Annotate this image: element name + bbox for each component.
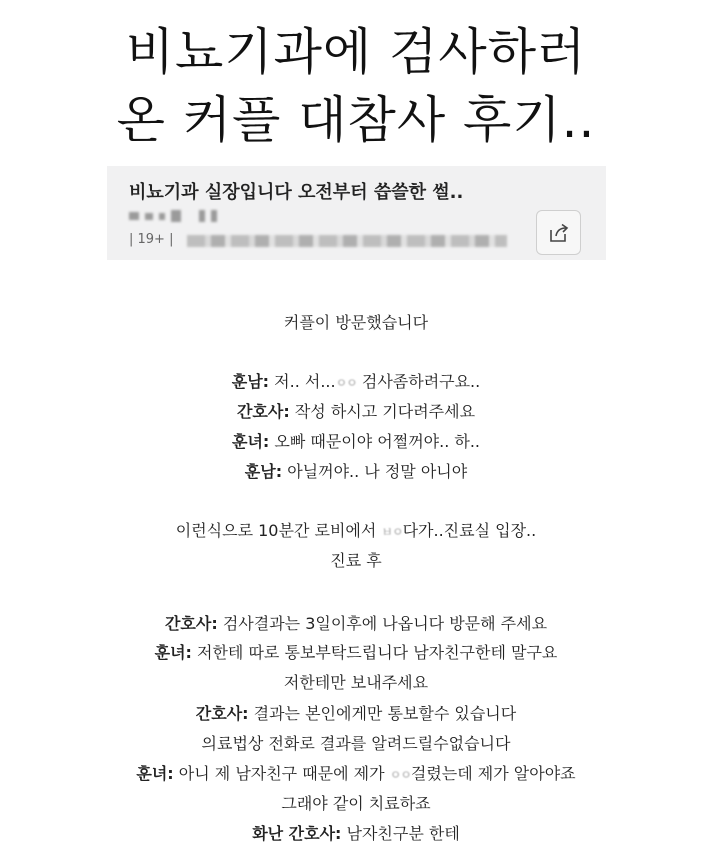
dialogue-line [0, 611, 712, 634]
line-text: 아닐꺼야.. 나 정말 아니야 [282, 462, 468, 481]
dialogue-line [0, 429, 712, 452]
post-title[interactable]: 비뇨기과 실장입니다 오전부터 씁쓸한 썰.. [129, 182, 464, 203]
headline-line-2: 온 커플 대참사 후기.. [116, 91, 596, 149]
censored-text: ㅇㅇ [389, 768, 411, 782]
speaker: 훈남: [244, 462, 283, 481]
line-text: 다가..진료실 입장.. [402, 521, 537, 540]
line-text: 오빠 때문이야 어쩔꺼야.. 하.. [269, 432, 481, 451]
speaker: 화난 간호사: [252, 824, 342, 843]
blurred-meta [187, 235, 507, 247]
line-text: 걸렸는데 제가 알아야죠 [410, 764, 576, 783]
line-text: 작성 하시고 기다려주세요 [289, 402, 476, 421]
headline-line-1: 비뇨기과에 검사하러 [125, 23, 587, 81]
censored-text: ㅇㅇ [335, 376, 357, 390]
post-card[interactable] [107, 166, 606, 260]
line-text: 이런식으로 10분간 로비에서 [175, 521, 382, 540]
speaker: 훈녀: [231, 432, 270, 451]
dialogue-line [0, 761, 712, 784]
censored-text: ㅂㅇ [381, 525, 403, 539]
speaker: 간호사: [236, 402, 290, 421]
dialogue-line [0, 459, 712, 482]
share-icon [547, 221, 571, 245]
text-line: 의료법상 전화로 결과를 알려드릴수없습니다 [201, 734, 511, 753]
text-line: 진료 후 [330, 551, 382, 570]
speaker: 간호사: [164, 614, 218, 633]
speaker: 훈녀: [136, 764, 174, 783]
post-meta: | 19+ | [129, 232, 174, 247]
dialogue-line [0, 640, 712, 663]
line-text: 검사결과는 3일이후에 나옵니다 방문해 주세요 [217, 614, 548, 633]
text-line: 저한테만 보내주세요 [283, 673, 429, 692]
line-text: 결과는 본인에게만 통보할수 있습니다 [248, 704, 517, 723]
line-text: 남자친구분 한테 [341, 824, 460, 843]
dialogue-line [0, 399, 712, 422]
line-text: 검사좀하려구요.. [356, 372, 481, 391]
dialogue-line [0, 701, 712, 724]
text-line: 그래야 같이 치료하죠 [281, 794, 431, 813]
line-text: 아니 제 남자친구 때문에 제가 [173, 764, 390, 783]
text-line [0, 518, 712, 541]
blurred-author [129, 210, 217, 222]
line-text: 저한테 따로 통보부탁드립니다 남자친구한테 말구요 [191, 643, 558, 662]
text-line: 커플이 방문했습니다 [283, 313, 429, 332]
speaker: 훈녀: [154, 643, 192, 662]
speaker: 훈남: [231, 372, 270, 391]
line-text: 저.. 서... [269, 372, 336, 391]
dialogue-line [0, 369, 712, 392]
dialogue-line [0, 821, 712, 844]
speaker: 간호사: [195, 704, 249, 723]
share-button[interactable] [536, 210, 581, 255]
